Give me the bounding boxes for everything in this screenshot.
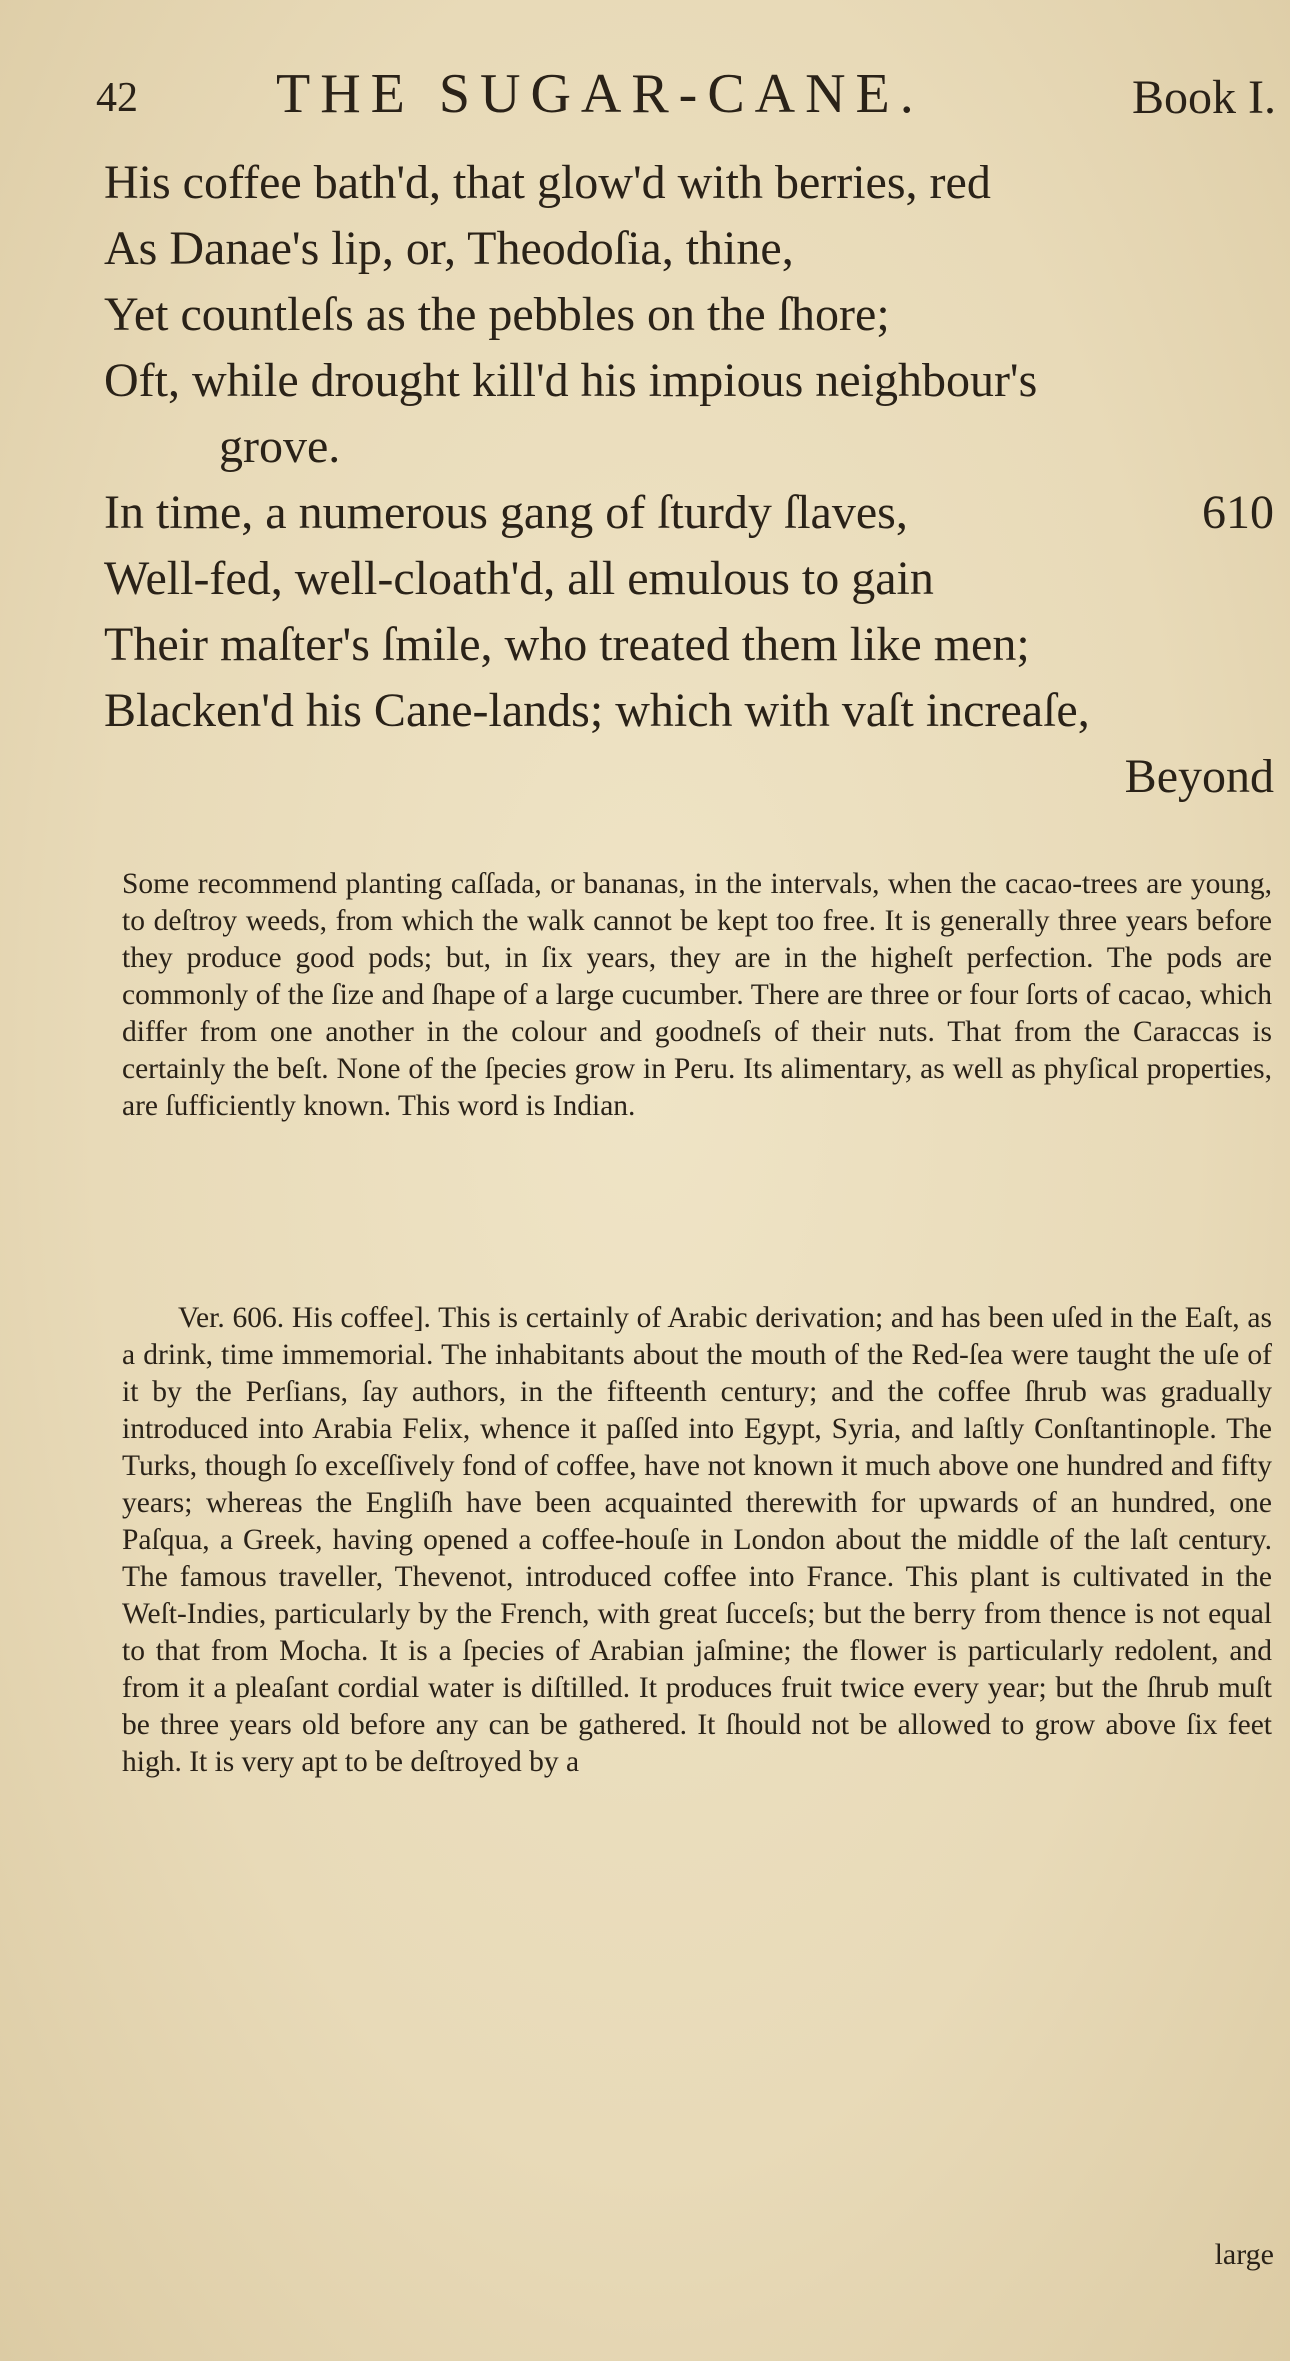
verse-line: In time, a numerous gang of ſturdy ſlaves, 610 (104, 480, 1274, 546)
verse-line-continuation: grove. (219, 420, 341, 473)
verse-line: Their maſter's ſmile, who treated them like men; (104, 618, 1030, 671)
running-title: THE SUGAR-CANE. (276, 63, 924, 125)
verse-line: Blacken'd his Cane-lands; which with vaſt increaſe, (104, 684, 1090, 737)
page-header (96, 62, 1276, 132)
verse-line: Yet countleſs as the pebbles on the ſhore; (104, 288, 890, 341)
page-number: 42 (96, 75, 138, 121)
verse-line: Well-fed, well-cloath'd, all emulous to gain (104, 552, 934, 605)
line-number: 610 (1202, 486, 1274, 539)
verse-line: Oft, while drought kill'd his impious neighbour's (104, 354, 1038, 407)
footnote-coffee: Ver. 606. His coffee]. This is certainly of Arabic derivation; and has been uſed in the Eaſt, as a drink, time immemorial. The inhabitants about the mouth of the Red-ſea were taught the uſe of it by the Perſians, ſay authors, in the fifteenth century; and the coffee ſhrub was gradually introduced into Arabia Felix, whence it paſſed into Egypt, Syria, and laſtly Conſtantinople. The Turks, though ſo exceſſively fond of coffee, have not known it much above one hundred and fifty years; whereas the Engliſh have been acquainted therewith for upwards of an hundred, one Paſqua, a Greek, having opened a coffee-houſe in London about the middle of the laſt century. The famous traveller, Thevenot, introduced coffee into France. This plant is cultivated in the Weſt-Indies, particularly by the French, with great ſucceſs; but the berry from thence is not equal to that from Mocha. It is a ſpecies of Arabian jaſmine; the flower is particularly redolent, and from it a pleaſant cordial water is diſtilled. It produces fruit twice every year; but the ſhrub muſt be three years old before any can be gathered. It ſhould not be allowed to grow above ſix feet high. It is very apt to be deſtroyed by a (122, 1302, 1272, 1778)
verse-line: As Danae's lip, or, Theodoſia, thine, (104, 222, 794, 275)
verse-line: His coffee bath'd, that glow'd with berries, red (104, 156, 991, 209)
verse-catchword: Beyond (1124, 750, 1274, 803)
footnote-cacao: Some recommend planting caſſada, or bananas, in the intervals, when the cacao-trees are young, to deſtroy weeds, from which the walk cannot be kept too free. It is generally three years before they produce good pods; but, in ſix years, they are in the higheſt perfection. The pods are commonly of the ſize and ſhape of a large cucumber. There are three or four ſorts of cacao, which differ from one another in the colour and goodneſs of their nuts. That from the Caraccas is certainly the beſt. None of the ſpecies grow in Peru. Its alimentary, as well as phyſical properties, are ſufficiently known. This word is Indian. (122, 868, 1272, 1122)
footnote-catchword: large (1214, 2238, 1274, 2271)
poem-verse (104, 150, 1274, 810)
book-label: Book I. (1132, 71, 1276, 124)
